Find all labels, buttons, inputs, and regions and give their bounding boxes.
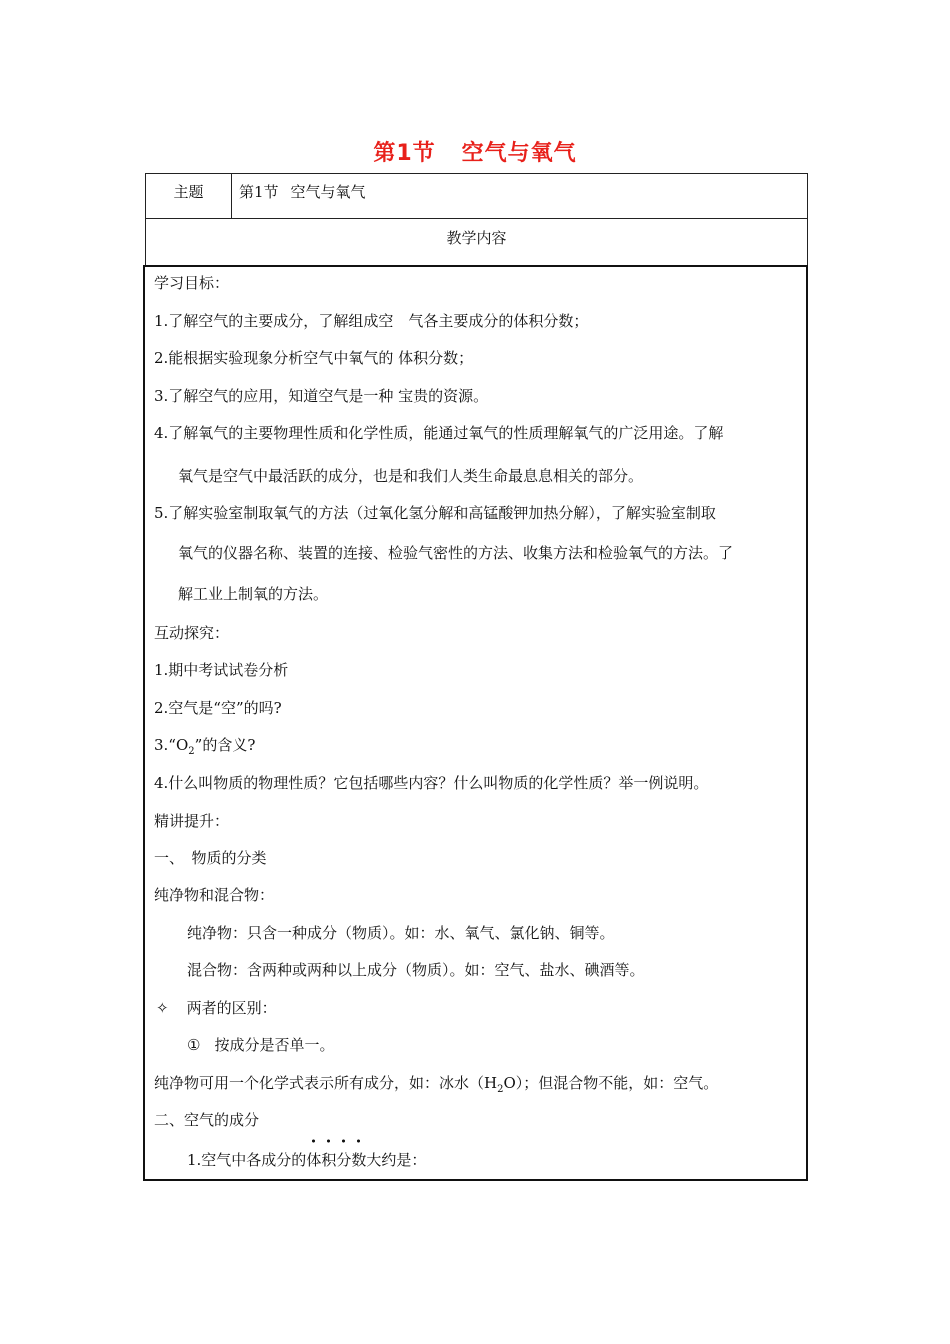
goal-item-5-line2: 氧气的仪器名称、装置的连接、检验气密性的方法、收集方法和检验氧气的方法。了 (178, 544, 734, 562)
goal-item-1: 1.了解空气的主要成分，了解组成空 气各主要成分的体积分数； (154, 312, 589, 330)
goal-item-3: 3.了解空气的应用，知道空气是一种 宝贵的资源。 (154, 387, 489, 405)
topic-value (232, 174, 807, 218)
formula-line-post: O）；但混合物不能，如：空气。 (503, 1074, 719, 1092)
section-1-heading: 一、 物质的分类 (154, 849, 267, 867)
explore-heading: 互动探究： (154, 624, 230, 642)
formula-subscript: 2 (497, 1084, 504, 1095)
explore-item-1: 1.期中考试试卷分析 (154, 661, 289, 679)
section-2-heading: 二、空气的成分 (154, 1111, 260, 1129)
circled-one-marker: ① (187, 1036, 201, 1054)
explore-item-3-pre: 3.“O (154, 736, 189, 754)
diamond-bullet-icon: ✧ (156, 999, 169, 1017)
goal-item-4-line1: 4.了解氧气的主要物理性质和化学性质，能通过氧气的性质理解氧气的广泛用途。了解 (154, 424, 724, 442)
topic-label: 主题 (146, 174, 232, 218)
formula-line (154, 1072, 718, 1095)
difference-line (156, 997, 277, 1018)
goal-item-2: 2.能根据实验现象分析空气中氧气的 体积分数； (154, 349, 474, 367)
goal-item-4-line2: 氧气是空气中最活跃的成分，也是和我们人类生命最息息相关的部分。 (178, 467, 644, 485)
difference-item-1-text: 按成分是否单一。 (214, 1036, 335, 1054)
goals-heading: 学习目标： (154, 274, 230, 292)
topic-value-part2: 空气与氧气 (290, 183, 366, 201)
formula-line-pre: 纯净物可用一个化学式表示所有成分，如：冰水（H (154, 1074, 498, 1092)
goal-item-5-line1: 5.了解实验室制取氧气的方法（过氧化氢分解和高锰酸钾加热分解），了解实验室制取 (154, 504, 716, 522)
explore-item-2: 2.空气是“空”的吗? (154, 699, 282, 717)
explore-item-4: 4.什么叫物质的物理性质？它包括哪些内容？什么叫物质的化学性质？举一例说明。 (154, 774, 709, 792)
pure-substance-definition: 纯净物：只含一种成分（物质）。如：水、氧气、氯化钠、铜等。 (187, 924, 615, 942)
explore-item-3 (154, 734, 255, 757)
page-title (0, 136, 950, 167)
difference-item-1 (187, 1034, 334, 1055)
topic-header-table (145, 173, 808, 219)
lecture-heading: 精讲提升： (154, 812, 230, 830)
difference-heading: 两者的区别： (186, 999, 277, 1017)
goal-item-5-line3: 解工业上制氧的方法。 (178, 585, 329, 603)
teaching-content-box (143, 265, 808, 1181)
air-item-1-post: 大约是： (366, 1151, 427, 1169)
air-item-1-pre: 1.空气中各成分的 (187, 1151, 307, 1169)
page-title-part1: 第1节 (373, 141, 436, 166)
pure-mixed-heading: 纯净物和混合物： (154, 886, 275, 904)
mixture-definition: 混合物：含两种或两种以上成分（物质）。如：空气、盐水、碘酒等。 (187, 961, 645, 979)
explore-item-3-post: ”的含义? (194, 736, 256, 754)
page-title-part2: 空气与氧气 (461, 141, 577, 166)
air-composition-item-1 (187, 1149, 426, 1170)
topic-value-part1: 第1节 (239, 183, 279, 201)
air-item-1-emphasis: 体积分数 (306, 1151, 367, 1169)
explore-item-3-subscript: 2 (188, 746, 195, 757)
teaching-content-header: 教学内容 (145, 218, 808, 266)
